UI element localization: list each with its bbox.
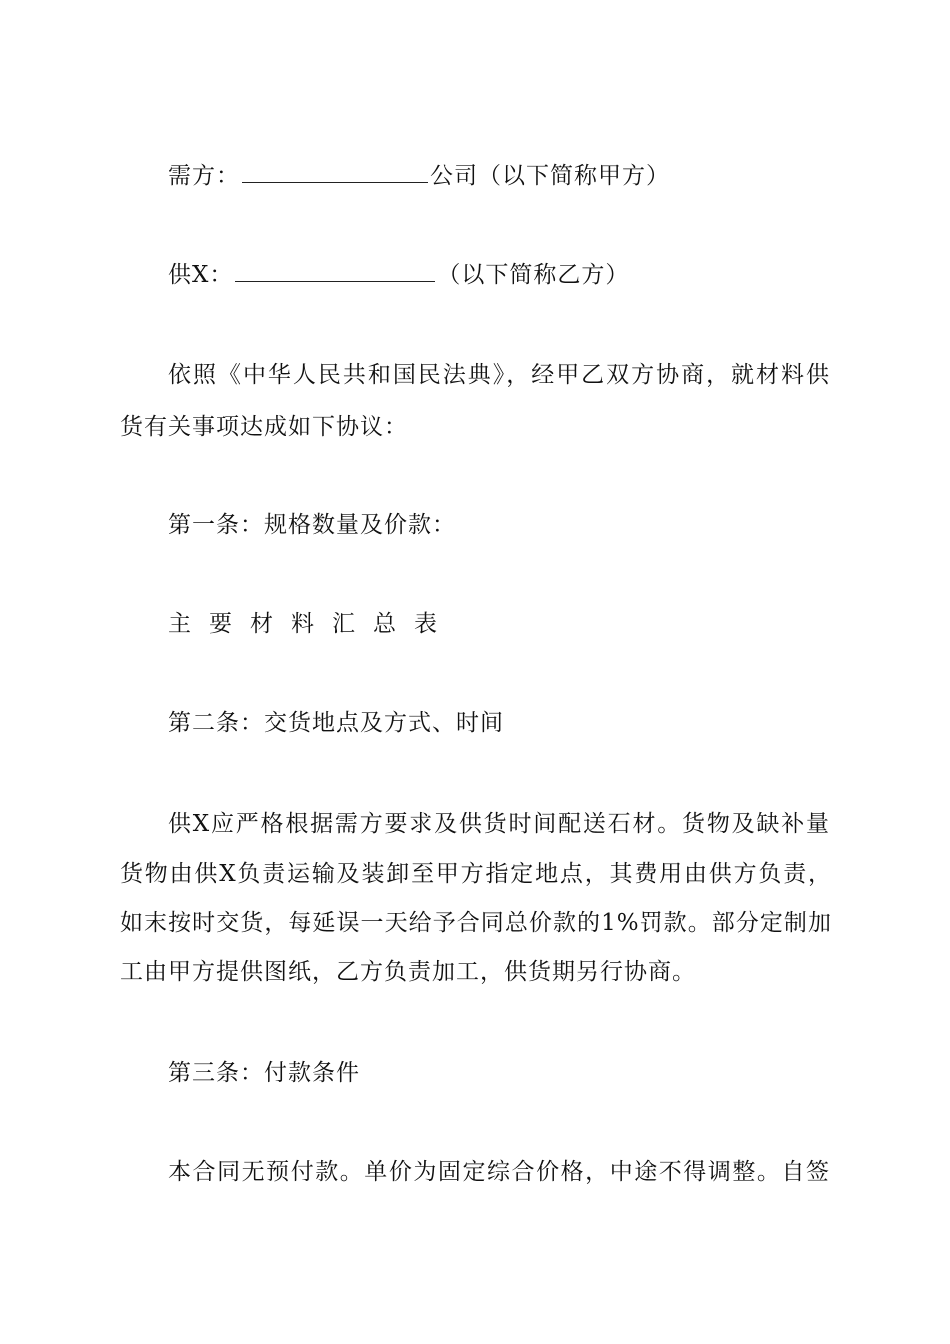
supply-party-label: 供X： xyxy=(168,262,234,288)
article3-line-1: 本合同无预付款。单价为固定综合价格，中途不得调整。自签 xyxy=(168,1159,830,1185)
demand-party-label: 需方： xyxy=(168,163,240,189)
article2-heading: 第二条：交货地点及方式、时间 xyxy=(168,710,504,736)
demand-party-blank xyxy=(242,160,428,183)
demand-party-line xyxy=(168,152,880,201)
article2-line-1: 供X应严格根据需方要求及供货时间配送石材。货物及缺补量 xyxy=(168,811,830,837)
intro-line-1: 依照《中华人民共和国民法典》，经甲乙双方协商，就材料供 xyxy=(168,362,830,388)
article3-heading: 第三条：付款条件 xyxy=(168,1060,360,1086)
intro-line-2: 货有关事项达成如下协议： xyxy=(120,414,408,440)
supply-party-blank xyxy=(235,259,435,282)
demand-party-suffix: 公司（以下简称甲方） xyxy=(430,163,670,189)
article2-line-3: 如末按时交货，每延误一天给予合同总价款的1%罚款。部分定制加 xyxy=(120,910,832,936)
supply-party-line xyxy=(168,251,880,300)
supply-party-suffix: （以下简称乙方） xyxy=(437,262,630,288)
article2-line-4: 工由甲方提供图纸，乙方负责加工，供货期另行协商。 xyxy=(120,959,696,985)
material-table-title: 主要材料汇总表 xyxy=(168,611,455,637)
article2-line-2: 货物由供X负责运输及装卸至甲方指定地点，其费用由供方负责， xyxy=(120,861,832,887)
article1-heading: 第一条：规格数量及价款： xyxy=(168,512,456,538)
